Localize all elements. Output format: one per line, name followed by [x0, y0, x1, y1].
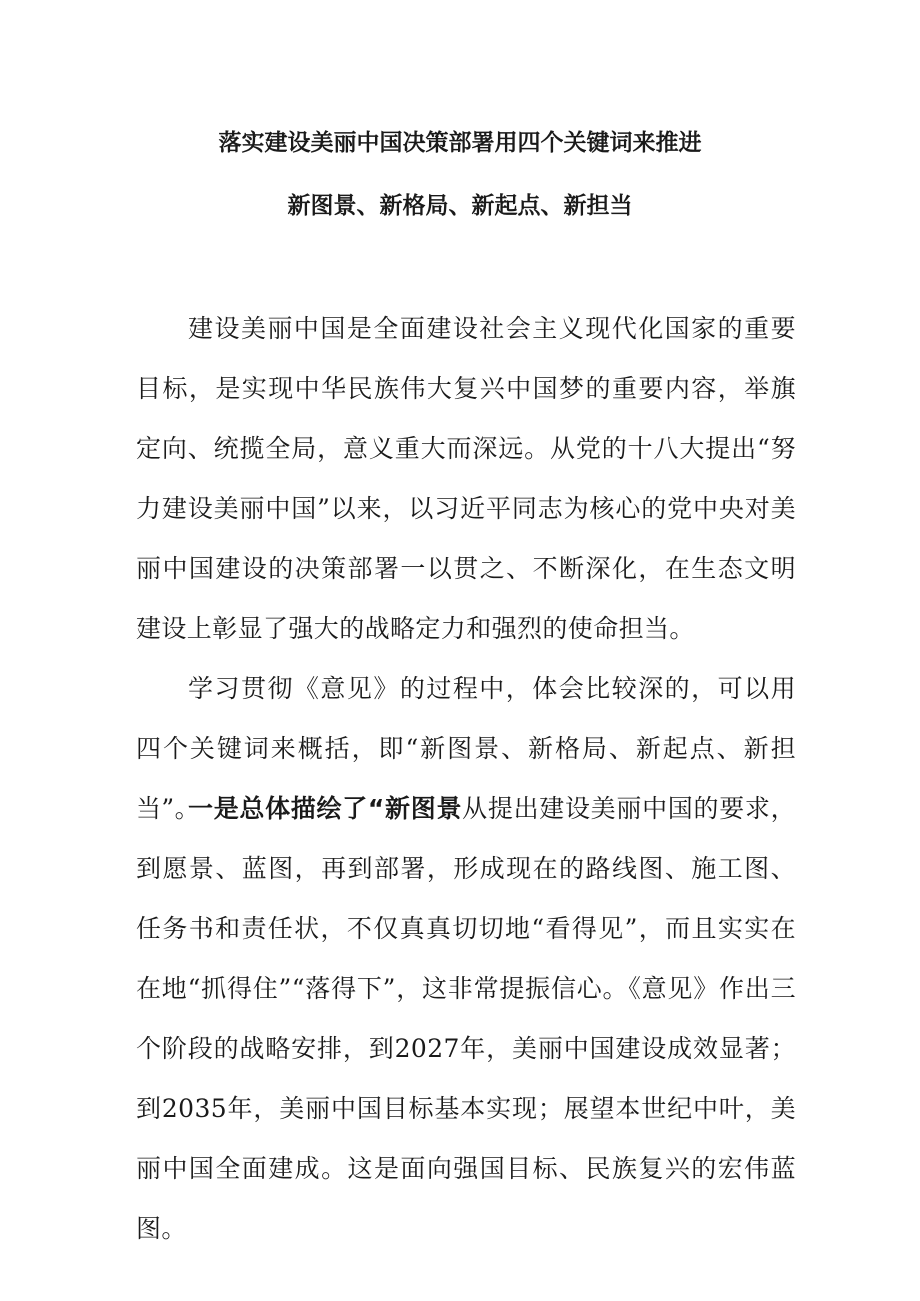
paragraph-1-text: 建设美丽中国是全面建设社会主义现代化国家的重要目标，是实现中华民族伟大复兴中国梦的重要内容，举旗定向、统揽全局，意义重大而深远。从党的十八大提出“努力建设美丽中国”以来，以习近平同志为核心的党中央对美丽中国建设的决策部署一以贯之、不断深化，在生态文明建设上彰显了强大的战略定力和强烈的使命担当。 — [136, 314, 796, 643]
paragraph-1 — [136, 299, 796, 659]
paragraph-2-text: 学习贯彻《意见》的过程中，体会比较深的，可以用四个关键词来概括，即“新图景、新格局、新起点、新担当”。 — [136, 674, 796, 823]
paragraph-3-text: 从提出建设美丽中国的要求，到愿景、蓝图，再到部署，形成现在的路线图、施工图、任务书和责任状，不仅真真切切地“看得见”，而且实实在在地“抓得住”“落得下”，这非常提振信心。《意见》作出三个阶段的战略安排，到2027年，美丽中国建设成效显著；到2035年，美丽中国目标基本实现；展望本世纪中叶，美丽中国全面建成。这是面向强国目标、民族复兴的宏伟蓝图。 — [136, 794, 797, 1243]
document-title-line-1: 落实建设美丽中国决策部署用四个关键词来推进 — [218, 130, 702, 156]
paragraph-3-lead: 一是总体描绘了“新图景 — [188, 794, 463, 823]
paragraph-3 — [136, 779, 796, 1259]
document-title-line-2: 新图景、新格局、新起点、新担当 — [287, 193, 633, 219]
